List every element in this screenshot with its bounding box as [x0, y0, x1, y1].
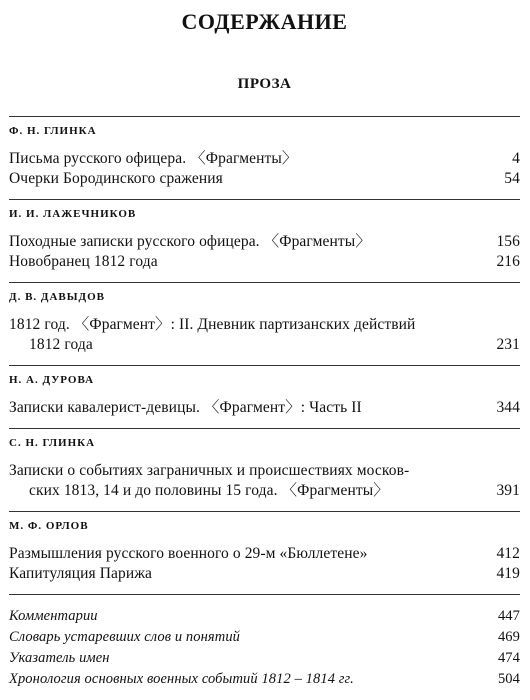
entry-title: Письма русского офицера. 〈Фрагменты〉 [9, 150, 298, 167]
entry-title: Капитуляция Парижа [9, 565, 153, 582]
entry-title-continued: ских 1813, 14 и до половины 15 года. 〈Фрагменты〉 [29, 482, 389, 499]
entry-page: 474 [497, 650, 520, 666]
entry-page: 469 [497, 629, 520, 645]
author-name: И. И. ЛАЖЕЧНИКОВ [9, 199, 520, 225]
entry-page: 344 [496, 399, 520, 416]
toc-entry[interactable] [9, 169, 520, 189]
entry-title: Словарь устаревших слов и понятий [9, 629, 241, 645]
author-name: М. Ф. ОРЛОВ [9, 511, 520, 537]
author-name: Д. В. ДАВЫДОВ [9, 282, 520, 308]
author-name: Н. А. ДУРОВА [9, 365, 520, 391]
toc-entry[interactable] [9, 669, 520, 690]
toc-entry[interactable] [9, 149, 520, 169]
section-title: ПРОЗА [237, 76, 292, 92]
toc-entry[interactable] [9, 544, 520, 564]
entry-title: 1812 год. 〈Фрагмент〉: II. Дневник партизанских действий [9, 316, 416, 333]
toc-entry[interactable] [9, 627, 520, 648]
toc-entry[interactable] [9, 648, 520, 669]
author-group [9, 511, 520, 584]
entry-page: 419 [496, 565, 520, 582]
toc-entry[interactable] [9, 564, 520, 584]
entry-title: Хронология основных военных событий 1812 – 1814 гг. [9, 671, 354, 687]
entry-title: Новобранец 1812 года [9, 253, 158, 270]
entry-title: Записки о событиях заграничных и происшествиях москов- [9, 462, 410, 479]
entry-title: Записки кавалерист-девицы. 〈Фрагмент〉: Часть II [9, 399, 362, 416]
entry-page: 54 [504, 170, 520, 187]
toc-entry[interactable] [9, 315, 520, 355]
entry-page: 412 [496, 545, 520, 562]
appendix-section [9, 594, 520, 690]
author-name: Ф. Н. ГЛИНКА [9, 116, 520, 142]
entry-title: Комментарии [9, 608, 98, 624]
page-title: СОДЕРЖАНИЕ [181, 9, 348, 34]
author-name: С. Н. ГЛИНКА [9, 428, 520, 454]
author-group [9, 365, 520, 418]
toc-entry[interactable] [9, 232, 520, 252]
entry-title-continued: 1812 года [29, 336, 93, 353]
toc-entry[interactable] [9, 398, 520, 418]
entry-page: 156 [496, 233, 520, 250]
entry-page: 447 [497, 608, 520, 624]
entry-page: 504 [497, 671, 520, 687]
entry-page: 216 [496, 253, 520, 270]
entry-page: 231 [496, 336, 520, 353]
entry-page: 4 [512, 150, 520, 167]
entry-title: Указатель имен [9, 650, 110, 666]
author-group [9, 428, 520, 501]
toc-entry[interactable] [9, 461, 520, 501]
entry-title: Очерки Бородинского сражения [9, 170, 223, 187]
author-group [9, 199, 520, 272]
entry-title: Походные записки русского офицера. 〈Фрагменты〉 [9, 233, 371, 250]
toc-entry[interactable] [9, 252, 520, 272]
author-group [9, 116, 520, 189]
author-group [9, 282, 520, 355]
entry-page: 391 [496, 482, 520, 499]
entry-title: Размышления русского военного о 29-м «Бюллетене» [9, 545, 368, 562]
toc-entry[interactable] [9, 606, 520, 627]
